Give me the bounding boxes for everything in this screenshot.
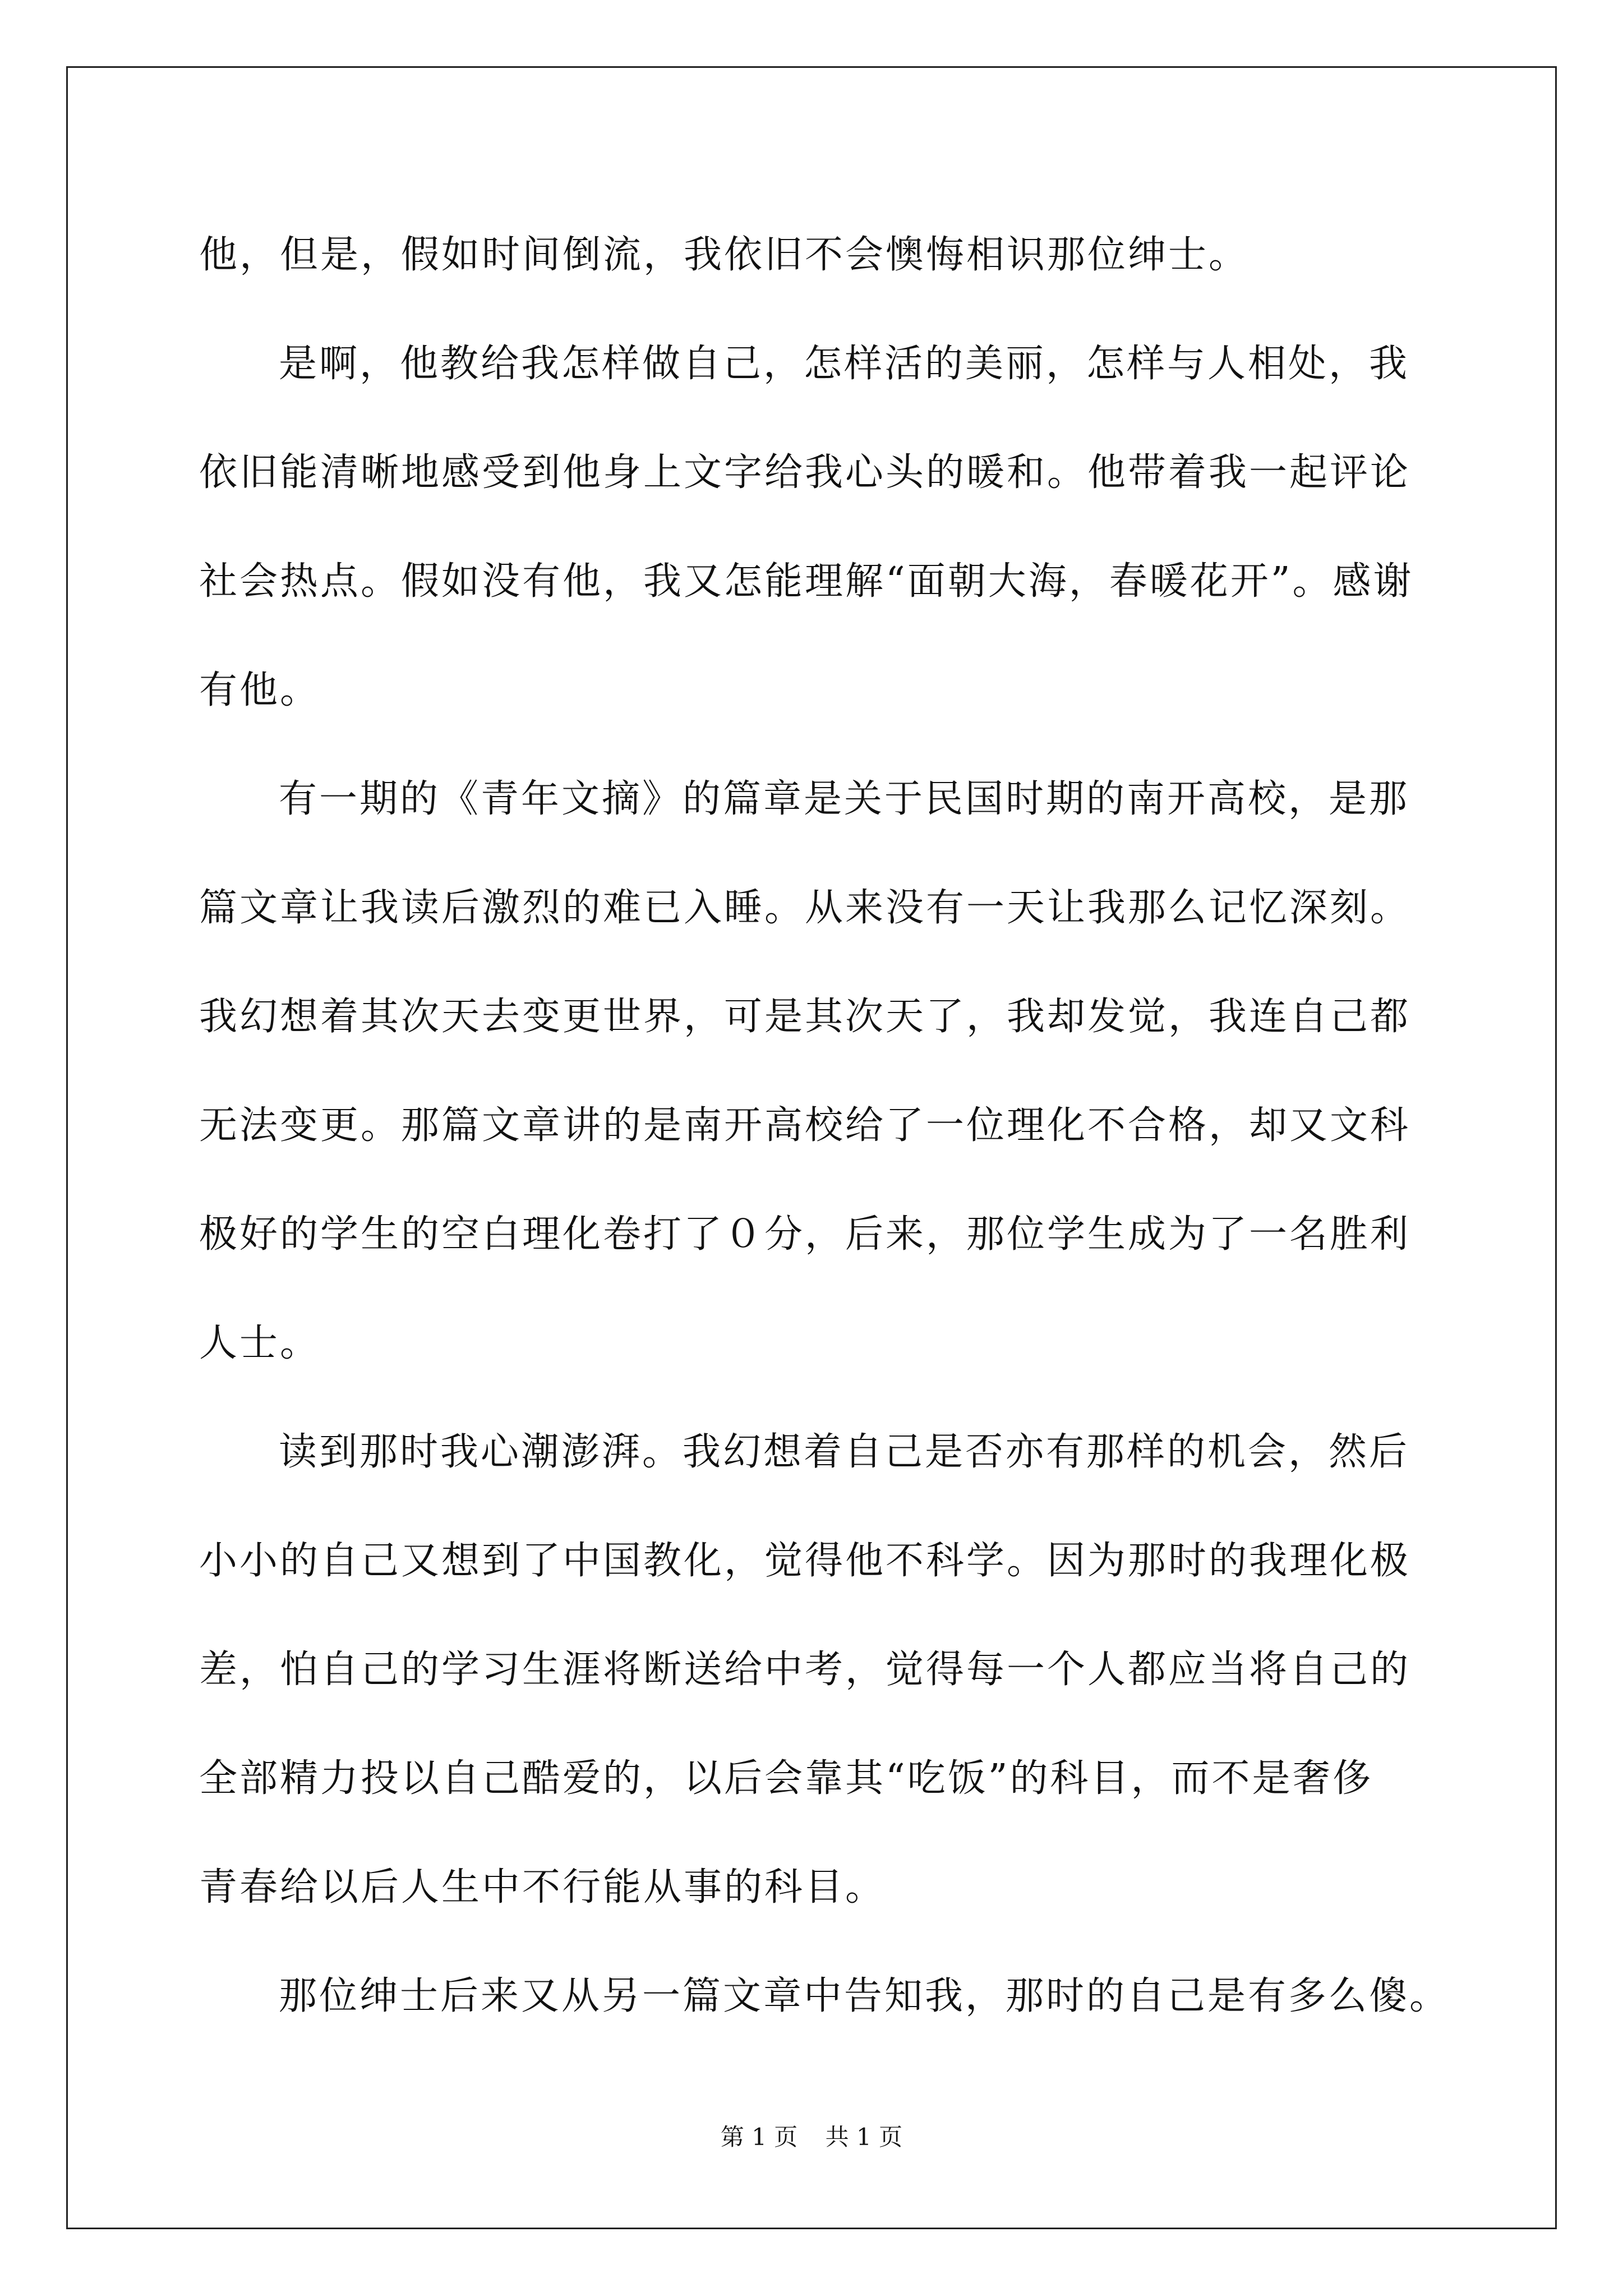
text-line-7: 篇文章让我读后激烈的难已入睡。从来没有一天让我那么记忆深刻。 xyxy=(199,886,1411,930)
text-line-14: 差，怕自己的学习生涯将断送给中考，觉得每一个人都应当将自己的 xyxy=(199,1648,1411,1692)
text-line-17: 那位绅士后来又从另一篇文章中告知我，那时的自己是有多么傻。 xyxy=(279,1974,1450,2018)
page-number: 第 1 页 xyxy=(720,2123,798,2151)
text-line-4: 社会热点。假如没有他，我又怎能理解“面朝大海，春暖花开”。感谢 xyxy=(199,559,1414,604)
text-line-6: 有一期的《青年文摘》的篇章是关于民国时期的南开高校，是那 xyxy=(279,777,1410,821)
page-footer xyxy=(0,2120,1623,2154)
document-body xyxy=(199,201,1450,2051)
text-line-13: 小小的自己又想到了中国教化，觉得他不科学。因为那时的我理化极 xyxy=(199,1539,1411,1583)
text-line-5: 有他。 xyxy=(199,668,321,712)
text-line-2: 是啊，他教给我怎样做自己，怎样活的美丽，怎样与人相处，我 xyxy=(279,342,1410,386)
text-line-1: 他，但是，假如时间倒流，我依旧不会懊悔相识那位绅士。 xyxy=(199,233,1249,277)
text-line-12: 读到那时我心潮澎湃。我幻想着自己是否亦有那样的机会，然后 xyxy=(279,1430,1410,1474)
page-total: 共 1 页 xyxy=(825,2123,903,2151)
text-line-10: 极好的学生的空白理化卷打了０分，后来，那位学生成为了一名胜利 xyxy=(199,1212,1411,1257)
text-line-9: 无法变更。那篇文章讲的是南开高校给了一位理化不合格，却又文科 xyxy=(199,1103,1411,1148)
text-line-15: 全部精力投以自己酷爱的，以后会靠其“吃饭”的科目，而不是奢侈 xyxy=(199,1756,1373,1801)
text-line-11: 人士。 xyxy=(199,1321,321,1365)
text-line-3: 依旧能清晰地感受到他身上文字给我心头的暖和。他带着我一起评论 xyxy=(199,450,1411,495)
text-line-8: 我幻想着其次天去变更世界，可是其次天了，我却发觉，我连自己都 xyxy=(199,995,1411,1039)
text-line-16: 青春给以后人生中不行能从事的科目。 xyxy=(199,1865,886,1910)
